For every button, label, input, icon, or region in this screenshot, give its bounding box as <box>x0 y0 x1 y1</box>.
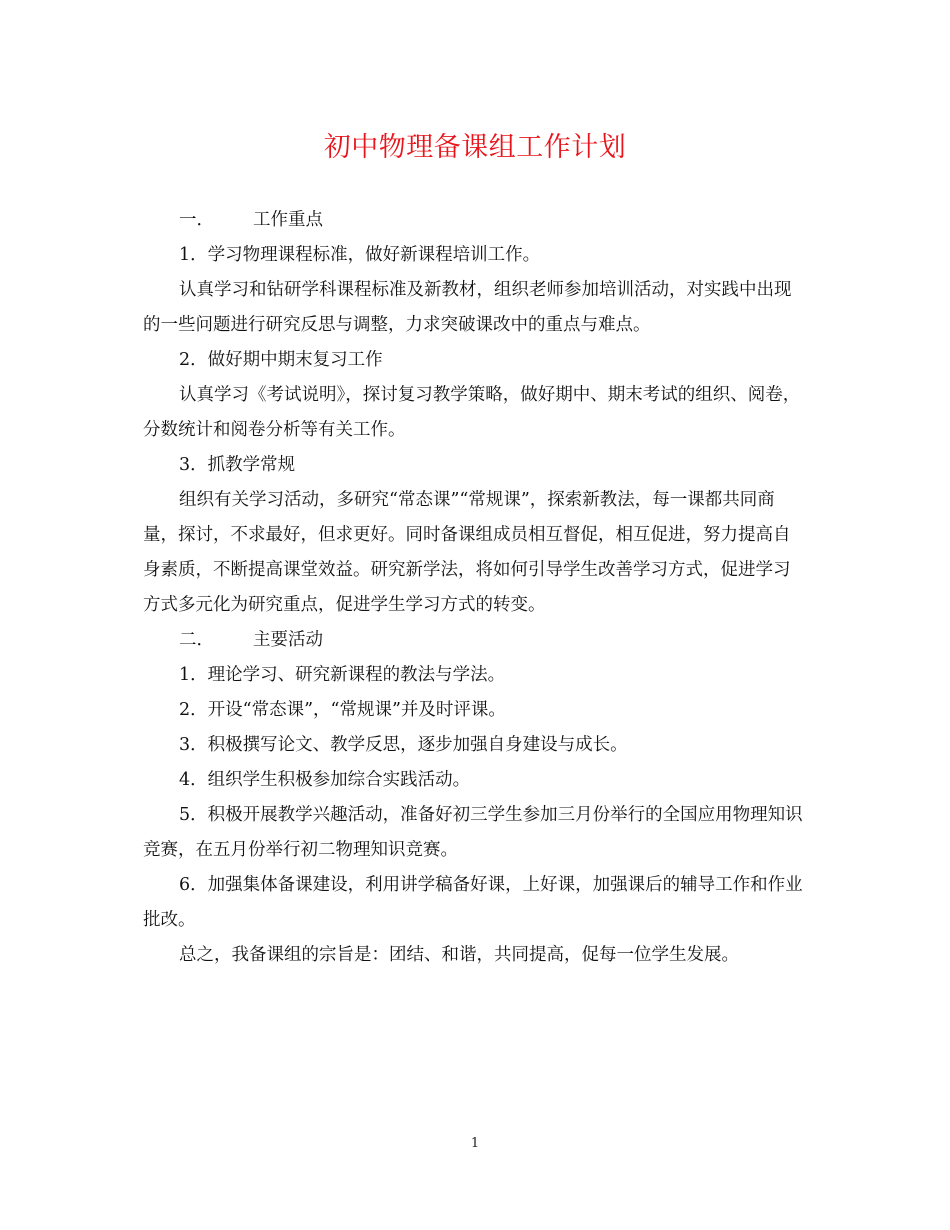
paragraph: 2．做好期中期末复习工作 <box>179 350 383 370</box>
document-body <box>143 203 807 973</box>
paragraph: 3．抓教学常规 <box>179 455 296 475</box>
paragraph: 1．理论学习、研究新课程的教法与学法。 <box>179 665 506 685</box>
paragraph: 6．加强集体备课建设，利用讲学稿备好课，上好课，加强课后的辅导工作和作业批改。 <box>143 875 803 930</box>
paragraph: 3．积极撰写论文、教学反思，逐步加强自身建设与成长。 <box>179 735 628 755</box>
paragraph: 组织有关学习活动，多研究“常态课”“常规课”，探索新教法，每一课都共同商量，探讨，不求最好，但求更好。同时备课组成员相互督促，相互促进，努力提高自身素质，不断提高课堂效益。研究新学法，将如何引导学生改善学习方式，促进学习方式多元化为研究重点，促进学生学习方式的转变。 <box>143 490 791 615</box>
paragraph: 认真学习和钻研学科课程标准及新教材，组织老师参加培训活动，对实践中出现的一些问题进行研究反思与调整，力求突破课改中的重点与难点。 <box>143 280 792 335</box>
paragraph: 2．开设“常态课”，“常规课”并及时评课。 <box>179 700 506 720</box>
paragraph: 1．学习物理课程标准，做好新课程培训工作。 <box>179 245 541 265</box>
section-number: 二． <box>179 630 214 650</box>
paragraph: 5．积极开展教学兴趣活动，准备好初三学生参加三月份举行的全国应用物理知识竞赛，在五月份举行初二物理知识竞赛。 <box>143 805 803 860</box>
section-title: 主要活动 <box>253 630 323 650</box>
paragraph: 总之，我备课组的宗旨是：团结、和谐，共同提高，促每一位学生发展。 <box>179 945 739 965</box>
paragraph: 4．组织学生积极参加综合实践活动。 <box>179 770 471 790</box>
section-number: 一． <box>179 210 214 230</box>
paragraph: 认真学习《考试说明》，探讨复习教学策略，做好期中、期末考试的组织、阅卷，分数统计和阅卷分析等有关工作。 <box>143 385 801 440</box>
section-heading-2 <box>143 623 807 658</box>
document-title: 初中物理备课组工作计划 <box>323 132 627 163</box>
section-heading-1 <box>143 203 807 238</box>
section-title: 工作重点 <box>253 210 323 230</box>
page-number: 1 <box>470 1136 480 1151</box>
